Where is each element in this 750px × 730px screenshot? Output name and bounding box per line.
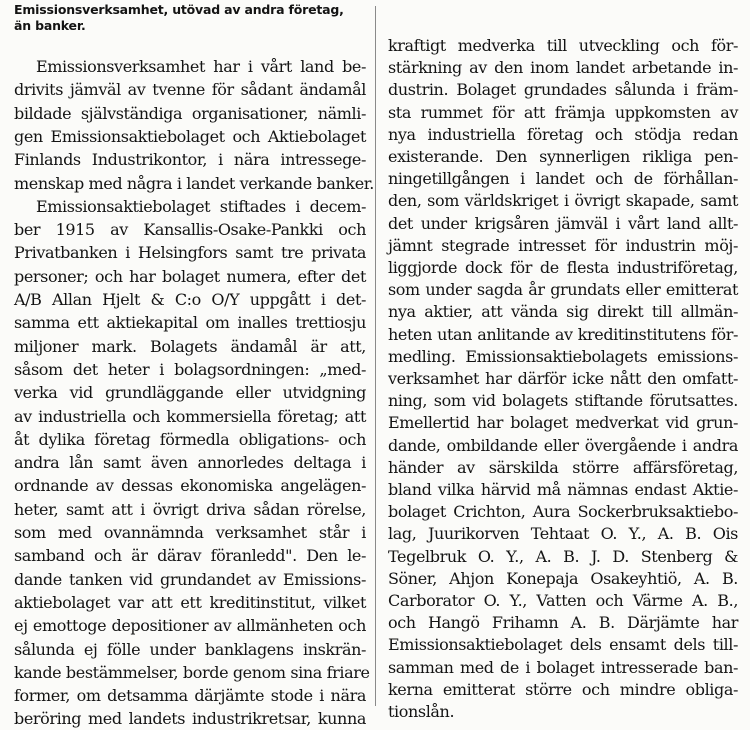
text-line: heten utan anlitande av kreditinstitutens för- bbox=[388, 324, 738, 344]
text-line: dustrin. Bolaget grundades sålunda i främ- bbox=[388, 80, 738, 100]
text-line: Söner, Ahjon Konepaja Osakeyhtiö, A. B. bbox=[388, 568, 738, 588]
text-line: liggjorde dock för de flesta industriföretag, bbox=[388, 258, 738, 277]
text-line: ej emottoge depositioner av allmänheten och bbox=[14, 616, 366, 636]
text-line: samman med de i bolaget intresserade ban- bbox=[388, 657, 738, 677]
text-line: existerande. Den synnerligen rikliga pen- bbox=[388, 147, 738, 166]
text-line: samband och är därav föranledd". Den le- bbox=[14, 546, 366, 566]
text-line: stärkning av den inom landet arbetande in- bbox=[388, 58, 738, 78]
text-line: A/B Allan Hjelt & C:o O/Y uppgått i det- bbox=[14, 290, 366, 309]
section-heading-line-1: Emissionsverksamhet, utövad av andra företag, bbox=[14, 2, 344, 17]
text-line: jämnt stegrade intresset för industrin möj- bbox=[388, 235, 738, 255]
text-line: Finlands Industrikontor, i nära intressege- bbox=[14, 150, 366, 170]
text-line: kande bestämmelser, borde genom sina friare bbox=[14, 662, 370, 682]
text-line: Emissionsaktiebolaget dels ensamt dels till- bbox=[388, 635, 738, 655]
text-line: sta rummet för att främja uppkomsten av bbox=[388, 102, 738, 122]
text-line: kraftigt medverka till utveckling och för- bbox=[388, 36, 738, 55]
text-line: Carborator O. Y., Vatten och Värme A. B., bbox=[388, 591, 738, 610]
text-line: lag, Juurikorven Tehtaat O. Y., A. B. Ois bbox=[388, 524, 738, 544]
text-line: gen Emissionsaktiebolaget och Aktiebolaget bbox=[14, 126, 366, 146]
text-line: av industriella och kommersiella företag; att bbox=[14, 406, 366, 426]
text-line: andra lån samt även annorledes deltaga i bbox=[14, 453, 366, 473]
text-line: personer; och har bolaget numera, efter det bbox=[14, 266, 366, 286]
text-line: kerna emitterat större och mindre obliga- bbox=[388, 679, 738, 699]
text-line: Emellertid har bolaget medverkat vid grun- bbox=[388, 413, 738, 433]
text-line: som med ovannämnda verksamhet står i bbox=[14, 523, 366, 542]
text-line: den, som världskriget i övrigt skapade, samt bbox=[388, 191, 738, 211]
text-line: miljoner mark. Bolagets ändamål är att, bbox=[14, 336, 366, 356]
text-line: som under sagda år grundats eller emitterat bbox=[388, 280, 738, 300]
text-line: dande, ombildande eller övergående i andra bbox=[388, 435, 738, 455]
text-line: Emissionsaktiebolaget stiftades i decem- bbox=[36, 196, 366, 216]
text-line: bolaget Crichton, Aura Sockerbruksaktiebo- bbox=[388, 502, 738, 522]
text-line: verksamhet har därför icke nått den omfatt- bbox=[388, 369, 738, 388]
text-line: bland vilka härvid må nämnas endast Aktie- bbox=[388, 480, 738, 499]
text-line: former, om detsamma därjämte stode i nära bbox=[14, 686, 366, 706]
text-line: beröring med landets industrikretsar, kunna bbox=[14, 709, 366, 729]
text-line: det under krigsåren jämväl i vårt land allt- bbox=[388, 213, 738, 233]
text-line: heter, samt att i övrigt driva sådan rörelse, bbox=[14, 499, 366, 519]
text-line: dande tanken vid grundandet av Emissions- bbox=[14, 569, 366, 589]
column-divider bbox=[375, 6, 376, 706]
text-line: och Hangö Frihamn A. B. Därjämte har bbox=[388, 613, 738, 633]
text-line: Tegelbruk O. Y., A. B. J. D. Stenberg & bbox=[388, 546, 738, 566]
text-line: nya aktier, att vända sig direkt till allmän- bbox=[388, 302, 738, 322]
text-line: Privatbanken i Helsingfors samt tre privata bbox=[14, 243, 366, 263]
section-heading-line-2: än banker. bbox=[14, 18, 86, 33]
text-line: verka vid grundläggande eller utvidgning bbox=[14, 383, 366, 403]
text-line: ber 1915 av Kansallis-Osake-Pankki och bbox=[14, 220, 366, 240]
text-line: Emissionsverksamhet har i vårt land be- bbox=[36, 57, 366, 76]
text-line: sålunda ej fölle under banklagens inskrän- bbox=[14, 639, 366, 659]
text-line: menskap med några i landet verkande banker. bbox=[14, 173, 374, 193]
text-line: drivits jämväl av tvenne för sådant ändamål bbox=[14, 80, 366, 100]
text-line: ning, som vid bolagets stiftande förutsattes. bbox=[388, 391, 738, 411]
text-line: aktiebolaget var att ett kreditinstitut, vilket bbox=[14, 592, 366, 612]
text-line: samma ett aktiekapital om inalles trettiosju bbox=[14, 313, 366, 333]
text-line: händer av särskilda större affärsföretag, bbox=[388, 457, 738, 477]
text-line: ningetillgången i landet och de förhållan- bbox=[388, 169, 738, 189]
text-line: åt dylika företag förmedla obligations- och bbox=[14, 429, 366, 449]
text-line: såsom det heter i bolagsordningen: „med- bbox=[14, 359, 366, 379]
text-line: ordnande av dessas ekonomiska angelägen- bbox=[14, 476, 366, 496]
text-line: medling. Emissionsaktiebolagets emissions- bbox=[388, 346, 738, 366]
text-line: tionslån. bbox=[388, 702, 455, 721]
text-line: bildade självständiga organisationer, nämli- bbox=[14, 103, 366, 123]
text-line: nya industriella företag och stödja redan bbox=[388, 124, 738, 144]
